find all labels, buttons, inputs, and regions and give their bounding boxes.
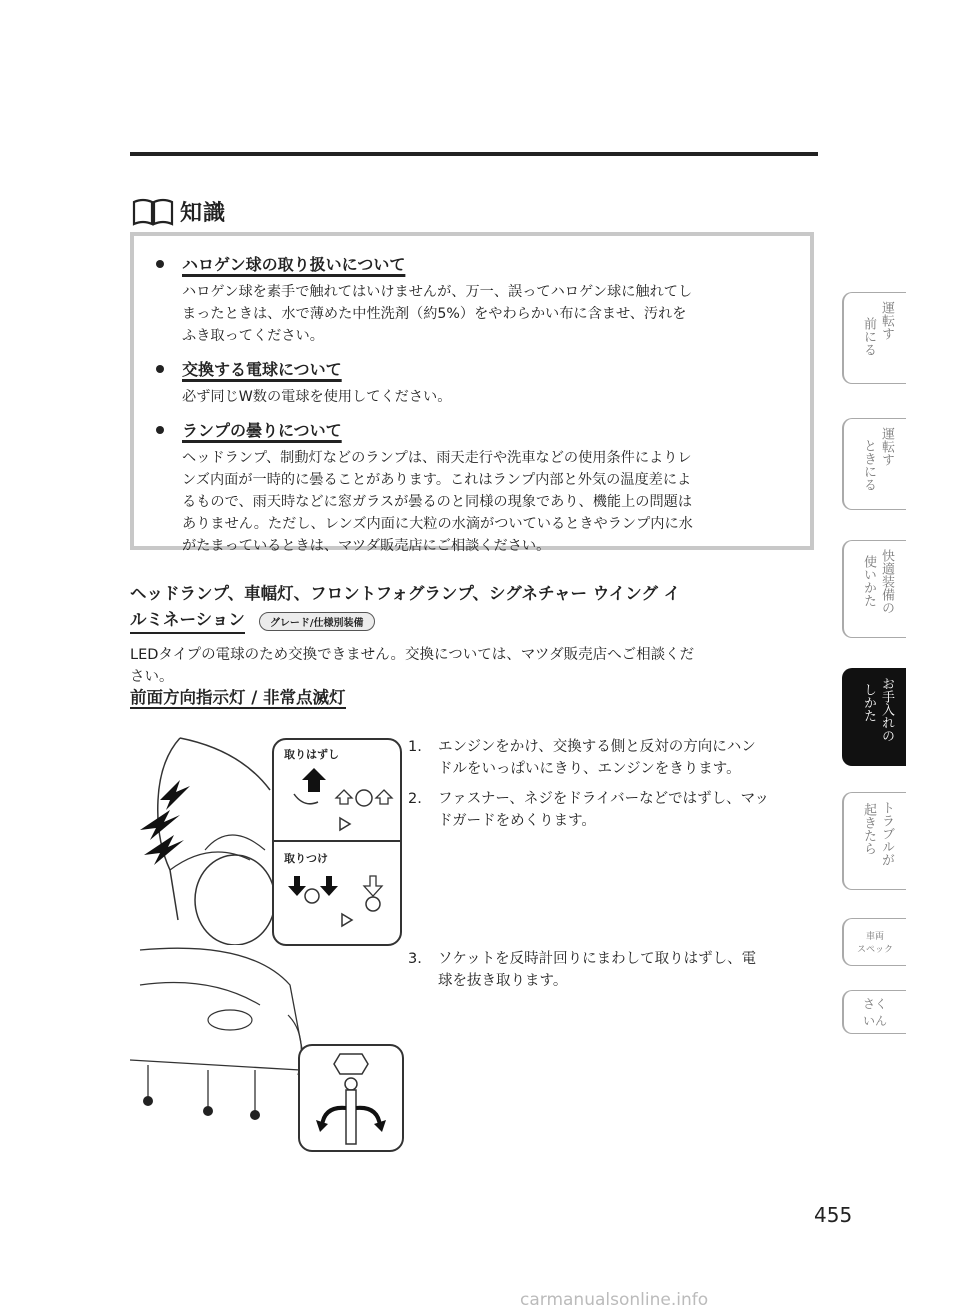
tab-label: 前にる [861,317,876,356]
step-text: ファスナー、ネジをドライバーなどではずし、マッ ドガードをめくります。 [438,791,770,829]
tab-before-driving[interactable] [842,292,906,384]
step-item [408,736,818,780]
knowledge-item [154,357,792,408]
section-title-line2: ルミネーション [130,608,245,634]
item-heading: ハロゲン球の取り扱いについて [182,255,406,274]
tab-label: 快適装備の [879,549,894,614]
tab-label: 運転す [879,301,894,340]
label-remove: 取りはずし [284,748,339,761]
knowledge-title: 知識 [180,201,227,226]
bullet-icon [156,260,164,268]
tab-label: しかた [861,683,876,722]
step-text: エンジンをかけ、交換する側と反対の方向にハン ドルをいっぱいにきり、エンジンをきります。 [438,739,756,777]
knowledge-item [154,418,792,557]
remove-clip-icon [274,764,400,840]
tab-while-driving[interactable] [842,418,906,510]
item-body: ハロゲン球を素手で触れてはいけませんが、万一、誤ってハロゲン球に触れてし まったときは、水で薄めた中性洗剤（約5%）をやわらかい布に含ませ、汚れを ふき取ってください。 [182,284,693,344]
step-3 [408,948,818,992]
tab-label: さく [862,997,887,1011]
tab-label: お手入れの [879,677,894,742]
screwdriver-icon [300,1046,402,1150]
screw-inset [298,1044,404,1152]
grade-badge: グレード/仕様別装備 [259,612,375,631]
tab-label: トラブルが [879,801,894,866]
steps-1-2 [408,736,818,832]
tab-label: いん [862,1014,887,1028]
step-number: 3. [408,951,422,967]
section-turn-signal [130,686,346,710]
book-icon [132,198,174,226]
tab-index[interactable] [842,990,906,1034]
section-body: LEDタイプの電球のため交換できません。交換については、マツダ販売店へご相談くだ さい。 [130,647,695,685]
top-rule [130,152,818,156]
watermark: carmanualsonline.info [520,1290,709,1310]
section-title: 前面方向指示灯 / 非常点滅灯 [130,688,346,707]
tab-label: 起きたら [861,803,876,855]
tab-label: 車両 [865,932,884,942]
step-number: 2. [408,791,422,807]
install-clip-icon [274,872,400,942]
step-item [408,948,818,992]
bullet-icon [156,426,164,434]
item-body: ヘッドランプ、制動灯などのランプは、雨天走行や洗車などの使用条件によりレ ンズ内面が一時的に曇ることがあります。これはランプ内部と外気の温度差によ るもので、雨天時などに窓ガラスが曇るのと同様の現象であり、機能上の問題は ありません。ただし、レンズ内面に大粒の水滴がついているときやランプ内に水 がたまっているときは、マツダ販売店にご相談ください。 [182,450,693,554]
knowledge-header [132,196,226,227]
item-body: 必ず同じW数の電球を使用してください。 [182,389,452,405]
tab-label: ときにる [861,439,876,491]
label-install: 取りつけ [284,852,328,865]
tab-label: スペック [856,945,893,955]
tab-maintenance[interactable] [842,668,906,766]
step-text: ソケットを反時計回りにまわして取りはずし、電 球を抜き取ります。 [438,951,757,989]
tab-label: 使いかた [861,555,876,607]
bullet-icon [156,365,164,373]
tab-troubleshooting[interactable] [842,792,906,890]
section-title-line1: ヘッドランプ、車幅灯、フロントフォグランプ、シグネチャー ウイング イ [130,584,681,603]
knowledge-item [154,252,792,347]
page-number: 455 [814,1203,853,1227]
tab-label: 運転す [879,427,894,466]
tab-vehicle-specs[interactable] [842,918,906,966]
item-heading: 交換する電球について [182,360,342,379]
knowledge-box [130,232,814,554]
tab-comfort-equipment[interactable] [842,540,906,638]
fastener-inset [272,738,402,946]
step-number: 1. [408,739,422,755]
section-headlamp [130,582,818,688]
step-item [408,788,818,832]
item-heading: ランプの曇りについて [182,421,342,440]
